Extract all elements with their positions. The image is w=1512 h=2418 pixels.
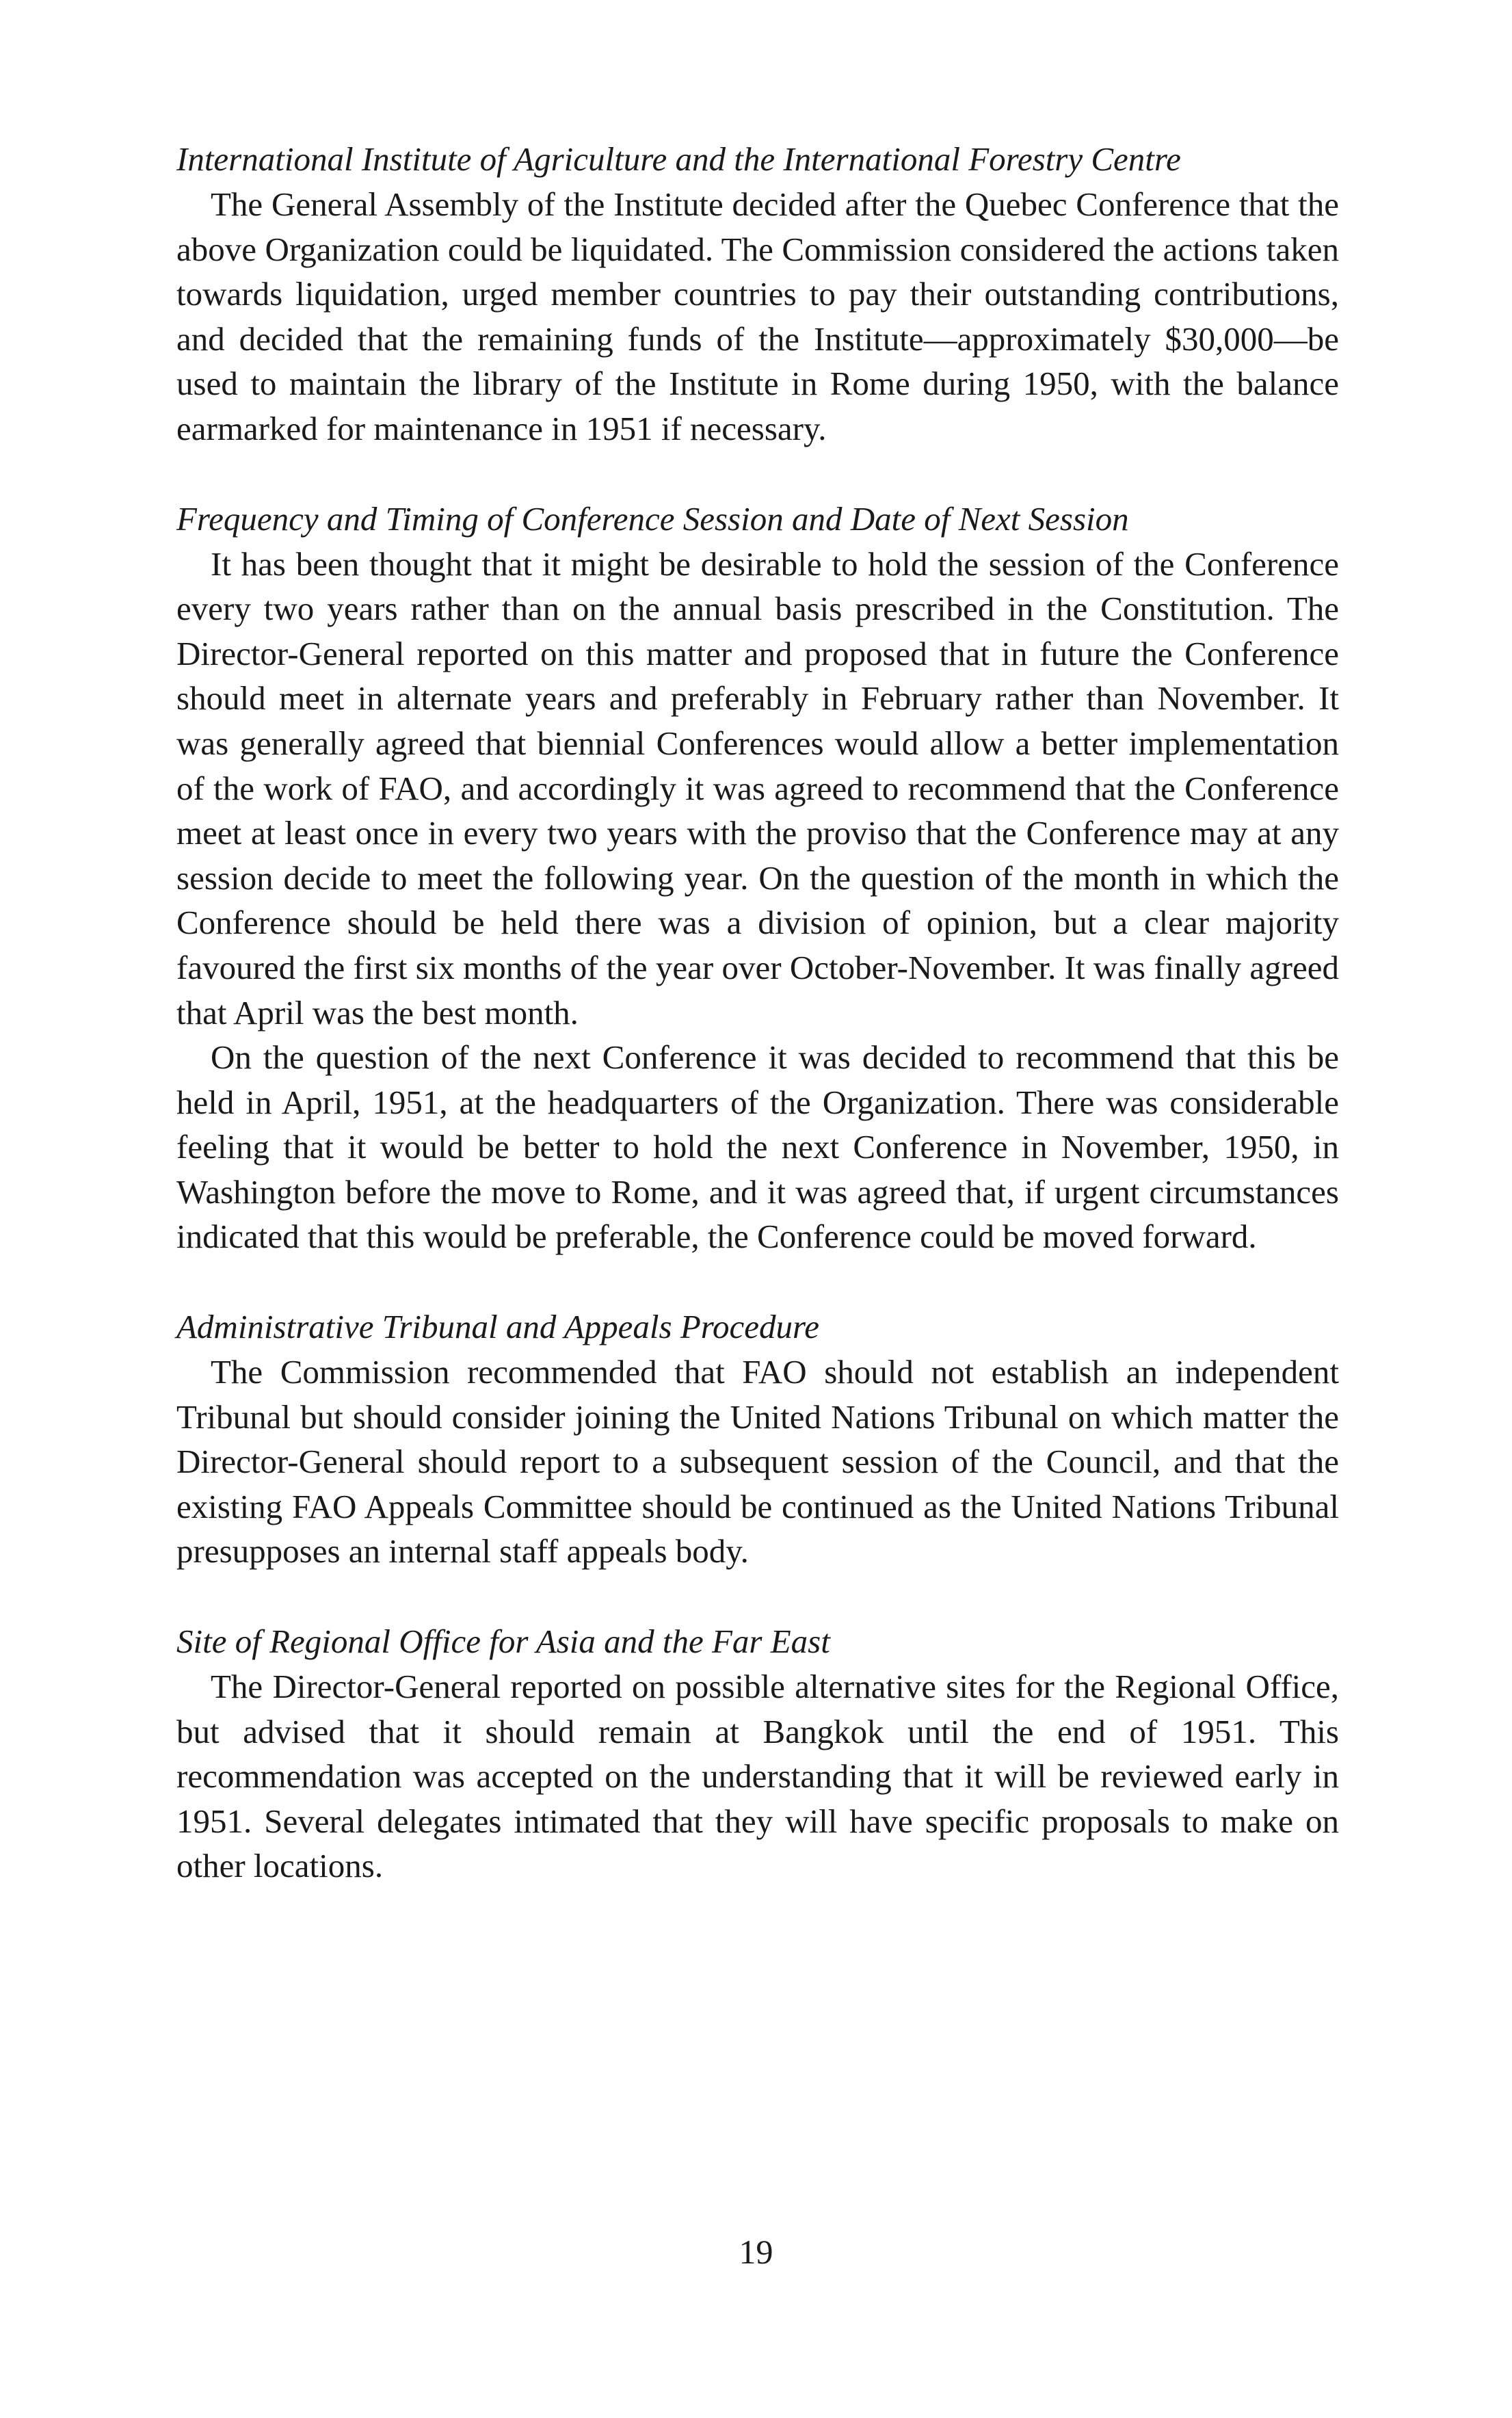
section-heading: International Institute of Agriculture and the International Forestry Centre <box>176 140 1181 178</box>
section-spacer <box>176 451 1339 497</box>
page-number: 19 <box>739 2233 773 2271</box>
paragraph: On the question of the next Conference it was decided to recommend that this be held in April, 1951, at the headquarters of the Organization. There was considerable feeling that it would be better to hold the next Conference in November, 1950, in Washington before the move to Rome, and it was agreed that, if urgent circumstances indicated that this would be preferable, the Conference could be moved forward. <box>176 1038 1339 1256</box>
section-spacer <box>176 1259 1339 1304</box>
paragraph: The Director-General reported on possible alternative sites for the Regional Office, but advised that it should remain at Bangkok until the end of 1951. This recommendation was accepted on the understanding that it will be reviewed early in 1951. Several delegates intimated that they will have specific proposals to make on other locations. <box>176 1668 1339 1885</box>
section-heading: Site of Regional Office for Asia and the Far East <box>176 1622 830 1661</box>
section-regional-office <box>176 1619 1339 1889</box>
paragraph: The Commission recommended that FAO should not establish an independent Tribunal but should consider joining the United Nations Tribunal on which matter the Director-General should report to a subsequent session of the Council, and that the existing FAO Appeals Committee should be continued as the United Nations Tribunal presupposes an internal staff appeals body. <box>176 1353 1339 1571</box>
paragraph: It has been thought that it might be desirable to hold the session of the Conference every two years rather than on the annual basis prescribed in the Constitution. The Director-General reported on this matter and proposed that in future the Conference should meet in alternate years and preferably in February rather than November. It was generally agreed that biennial Conferences would allow a better implementation of the work of FAO, and accordingly it was agreed to recommend that the Conference meet at least once in every two years with the proviso that the Conference may at any session decide to meet the following year. On the question of the month in which the Conference should be held there was a division of opinion, but a clear majority favoured the first six months of the year over October-November. It was finally agreed that April was the best month. <box>176 544 1339 1031</box>
paragraph: The General Assembly of the Institute decided after the Quebec Conference that the above Organization could be liquidated. The Commission considered the actions taken towards liquidation, urged member countries to pay their outstanding contributions, and decided that the remaining funds of the Institute—approximately $30,000—be used to maintain the library of the Institute in Rome during 1950, with the balance earmarked for maintenance in 1951 if necessary. <box>176 185 1339 447</box>
section-spacer <box>176 1574 1339 1619</box>
document-page <box>176 137 1339 1889</box>
section-iia <box>176 137 1339 451</box>
section-tribunal <box>176 1304 1339 1574</box>
section-heading: Frequency and Timing of Conference Session and Date of Next Session <box>176 499 1129 538</box>
section-heading: Administrative Tribunal and Appeals Procedure <box>176 1308 820 1346</box>
section-frequency <box>176 497 1339 1260</box>
